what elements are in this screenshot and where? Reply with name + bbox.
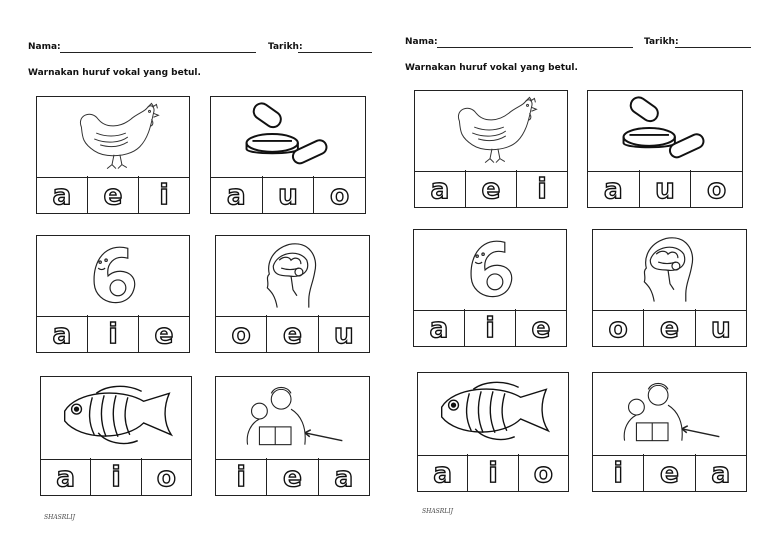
vowel-option[interactable]: e — [643, 454, 694, 491]
brain-head-picture — [216, 236, 369, 317]
capsule-pills-picture — [588, 91, 742, 172]
vowel-option[interactable]: i — [236, 459, 246, 493]
vowel-choices — [415, 170, 567, 207]
tarikh-line — [675, 47, 751, 48]
vowel-option[interactable]: a — [430, 171, 450, 205]
vowel-option[interactable]: e — [266, 315, 317, 352]
number-six-picture — [414, 230, 566, 311]
nama-line — [437, 47, 633, 48]
vowel-option[interactable]: e — [465, 170, 516, 207]
vowel-choices — [593, 309, 746, 346]
vowel-choices — [418, 454, 568, 491]
vowel-option[interactable]: a — [318, 458, 369, 495]
card-fish — [417, 372, 569, 492]
vowel-option[interactable]: a — [52, 177, 72, 211]
tarikh-label: Tarikh: — [644, 37, 679, 47]
vowel-option[interactable]: u — [695, 309, 746, 346]
vowel-option[interactable]: u — [318, 315, 369, 352]
hen-picture — [415, 91, 567, 172]
vowel-option[interactable]: a — [56, 459, 76, 493]
instruction-text: Warnakan huruf vokal yang betul. — [405, 63, 578, 73]
vowel-choices — [37, 315, 189, 352]
vowel-option[interactable]: a — [226, 177, 246, 211]
vowel-option[interactable]: i — [90, 458, 140, 495]
fish-picture — [41, 377, 191, 460]
card-hen — [414, 90, 568, 208]
nama-label: Nama: — [28, 42, 61, 52]
vowel-choices — [216, 315, 369, 352]
vowel-option[interactable]: i — [516, 170, 567, 207]
vowel-option[interactable]: o — [518, 454, 568, 491]
vowel-option[interactable]: u — [262, 176, 314, 213]
father-reading-picture — [593, 373, 746, 456]
worksheet-right — [384, 0, 768, 543]
card-fish — [40, 376, 192, 496]
vowel-option[interactable]: a — [429, 310, 449, 344]
vowel-option[interactable]: u — [639, 170, 691, 207]
number-six-picture — [37, 236, 189, 317]
vowel-option[interactable]: i — [87, 315, 138, 352]
fish-picture — [418, 373, 568, 456]
vowel-choices — [414, 309, 566, 346]
vowel-option[interactable]: o — [231, 316, 251, 350]
vowel-option[interactable]: o — [690, 170, 742, 207]
vowel-choices — [211, 176, 365, 213]
vowel-choices — [37, 176, 189, 213]
vowel-choices — [588, 170, 742, 207]
card-father — [592, 372, 747, 492]
vowel-option[interactable]: o — [608, 310, 628, 344]
vowel-option[interactable]: i — [464, 309, 515, 346]
card-pills — [210, 96, 366, 214]
vowel-option[interactable]: a — [695, 454, 746, 491]
card-six — [413, 229, 567, 347]
card-brain — [592, 229, 747, 347]
author-signature: SHASRLIJ — [422, 508, 454, 515]
card-pills — [587, 90, 743, 208]
hen-picture — [37, 97, 189, 178]
vowel-option[interactable]: e — [87, 176, 138, 213]
father-reading-picture — [216, 377, 369, 460]
vowel-option[interactable]: i — [467, 454, 517, 491]
vowel-option[interactable]: e — [266, 458, 317, 495]
card-six — [36, 235, 190, 353]
vowel-choices — [593, 454, 746, 491]
instruction-text: Warnakan huruf vokal yang betul. — [28, 68, 201, 78]
card-father — [215, 376, 370, 496]
card-hen — [36, 96, 190, 214]
card-brain — [215, 235, 370, 353]
vowel-option[interactable]: i — [138, 176, 189, 213]
vowel-option[interactable]: e — [138, 315, 189, 352]
vowel-option[interactable]: o — [313, 176, 365, 213]
nama-label: Nama: — [405, 37, 438, 47]
tarikh-label: Tarikh: — [268, 42, 303, 52]
vowel-choices — [41, 458, 191, 495]
author-signature: SHASRLIJ — [44, 514, 76, 521]
vowel-option[interactable]: a — [433, 455, 453, 489]
vowel-option[interactable]: a — [52, 316, 72, 350]
vowel-option[interactable]: e — [643, 309, 694, 346]
tarikh-line — [298, 52, 372, 53]
brain-head-picture — [593, 230, 746, 311]
vowel-option[interactable]: e — [515, 309, 566, 346]
vowel-option[interactable]: o — [141, 458, 191, 495]
vowel-choices — [216, 458, 369, 495]
vowel-option[interactable]: a — [603, 171, 623, 205]
vowel-option[interactable]: i — [613, 455, 623, 489]
nama-line — [60, 52, 256, 53]
capsule-pills-picture — [211, 97, 365, 178]
